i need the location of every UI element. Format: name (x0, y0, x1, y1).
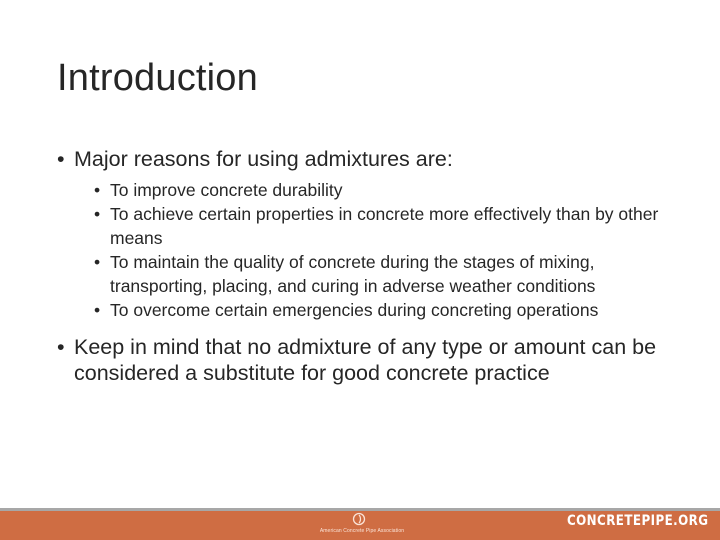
bullet-marker: • (94, 252, 101, 272)
acpa-logo (312, 512, 412, 538)
logo-text: American Concrete Pipe Association (319, 528, 405, 534)
bullet-marker: • (94, 180, 101, 200)
sub-bullet-text: To maintain the quality of concrete during the stages of mixing, transporting, placing, and curing in adverse weather conditions (110, 252, 596, 296)
site-url: CONCRETEPIPE.ORG (566, 513, 708, 529)
slide-content (57, 146, 677, 386)
bullet-list (57, 146, 677, 386)
sub-bullet-text: To achieve certain properties in concrete more effectively than by other means (110, 204, 659, 248)
bullet-marker: • (94, 204, 101, 224)
sub-bullet-list (74, 178, 677, 322)
bullet-text: Keep in mind that no admixture of any type or amount can be considered a substitute for good concrete practice (74, 335, 657, 385)
slide-title: Introduction (57, 57, 258, 99)
logo-mark-icon (352, 512, 366, 526)
bullet-item (57, 146, 677, 322)
sub-bullet-item (94, 250, 677, 298)
sub-bullet-item (94, 202, 677, 250)
sub-bullet-text: To overcome certain emergencies during concreting operations (110, 300, 599, 320)
bullet-item (57, 334, 677, 386)
sub-bullet-item (94, 298, 677, 322)
bullet-marker: • (57, 147, 65, 171)
footer-strip (0, 508, 720, 511)
bullet-marker: • (57, 335, 65, 359)
bullet-text: Major reasons for using admixtures are: (74, 147, 453, 171)
sub-bullet-text: To improve concrete durability (110, 180, 343, 200)
bullet-marker: • (94, 300, 101, 320)
sub-bullet-item (94, 178, 677, 202)
